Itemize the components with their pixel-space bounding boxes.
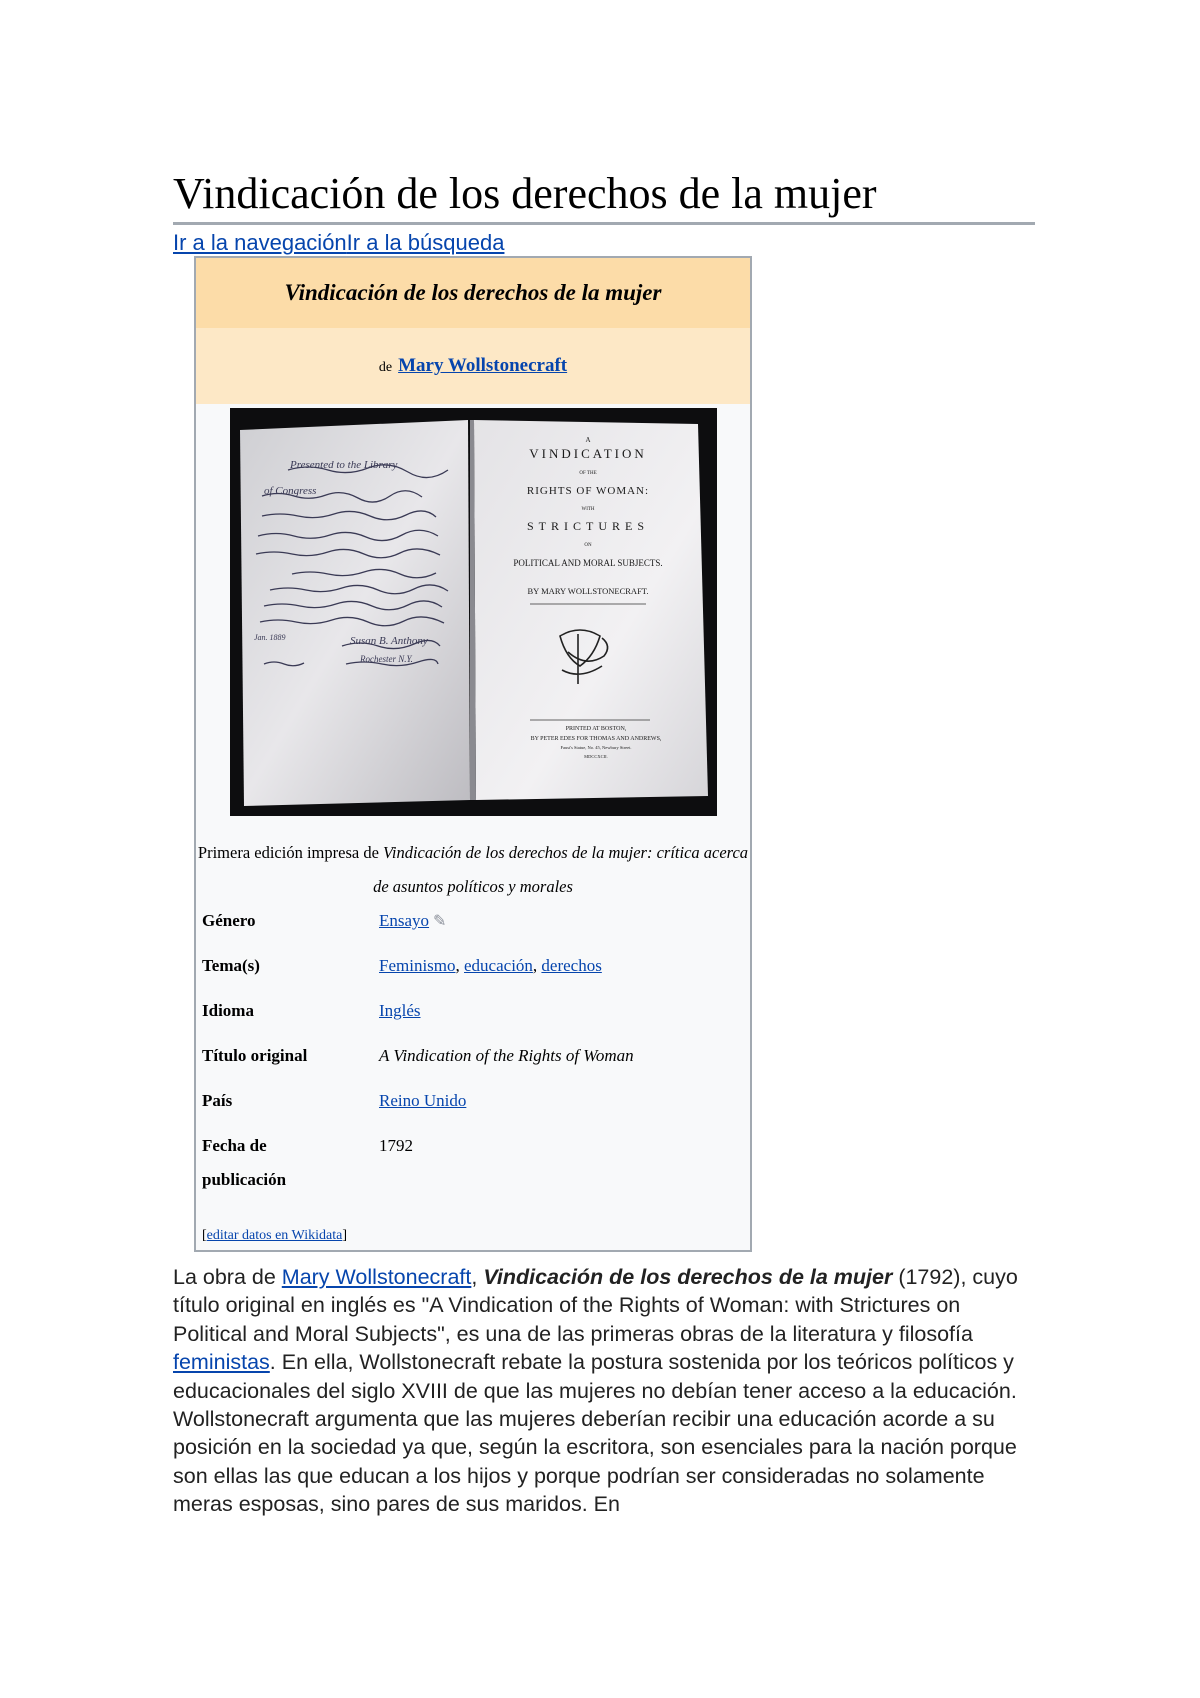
page-title: Vindicación de los derechos de la mujer (173, 168, 1035, 225)
row-country (202, 1084, 742, 1129)
bracket-open: [ (202, 1228, 207, 1243)
text-run: La obra de (173, 1265, 282, 1289)
inscription-signature: Susan B. Anthony (350, 635, 428, 647)
title-page-subjects: POLITICAL AND MORAL SUBJECTS. (513, 558, 663, 568)
topic-separator: , (455, 956, 465, 975)
title-page-vindication: VINDICATION (529, 446, 647, 461)
inscription-library: Presented to the Library (290, 459, 398, 471)
intro-paragraph (173, 1263, 1035, 1519)
row-value (379, 994, 739, 1028)
inscription-place: Rochester N.Y. (360, 654, 413, 664)
topic-link-feminism[interactable]: Feminismo (379, 956, 456, 975)
row-label: Tema(s) (202, 956, 260, 975)
infobox (194, 256, 752, 1252)
row-label: País (202, 1091, 233, 1110)
inscription-date: Jan. 1889 (254, 633, 286, 642)
title-page-of-the: OF THE (579, 471, 597, 476)
infobox-author (196, 328, 750, 404)
row-value: 1792 (379, 1136, 413, 1155)
title-page-a: A (585, 436, 591, 444)
row-label: Idioma (202, 1001, 254, 1020)
genre-link[interactable]: Ensayo (379, 911, 430, 930)
edit-wikidata-link[interactable]: editar datos en Wikidata (206, 1228, 343, 1243)
row-value (379, 1084, 739, 1118)
row-value (379, 904, 739, 939)
title-page-rights: RIGHTS OF WOMAN: (526, 485, 650, 497)
country-link[interactable]: Reino Unido (379, 1091, 467, 1110)
row-topics (202, 949, 742, 994)
language-link[interactable]: Inglés (379, 1001, 421, 1020)
inscription-congress: of Congress (264, 485, 317, 497)
original-title-value: A Vindication of the Rights of Woman (379, 1046, 634, 1065)
jump-to-navigation-link[interactable]: Ir a la navegación (173, 230, 347, 255)
title-page-address: Faust's Statue, No. 45, Newbury Street. (560, 745, 632, 750)
title-page-on: ON (584, 543, 592, 548)
topic-link-education[interactable]: educación (464, 956, 533, 975)
title-page-author: BY MARY WOLLSTONECRAFT. (527, 586, 649, 596)
infobox-title: Vindicación de los derechos de la mujer (196, 258, 750, 328)
work-title-inline: Vindicación de los derechos de la mujer (483, 1265, 893, 1289)
topic-link-rights[interactable]: derechos (541, 956, 602, 975)
author-prefix: de (378, 360, 393, 375)
jump-links (173, 229, 504, 257)
infobox-data-rows (202, 904, 742, 1209)
row-genre (202, 904, 742, 949)
caption-prefix: Primera edición impresa de (197, 843, 384, 862)
title-page-year: MDCCXCII. (584, 754, 608, 759)
bracket-close: ] (342, 1228, 347, 1243)
row-label (202, 1129, 352, 1197)
row-language (202, 994, 742, 1039)
row-value (379, 949, 739, 983)
caption-italic-title: Vindicación de los derechos de la mujer: crítica acerca de asuntos políticos y morales (373, 843, 749, 896)
book-title-page-image[interactable] (230, 408, 717, 816)
row-publication-date (202, 1129, 742, 1209)
infobox-image-caption (196, 836, 750, 904)
title-page-strictures: STRICTURES (526, 519, 650, 533)
author-link-inline[interactable]: Mary Wollstonecraft (281, 1265, 472, 1289)
text-run: (1792), cuyo título original en inglés es "A Vindication of the Rights of Woman: with Strictures on Political and Moral Subjects", es una de las primeras obras de la literatura y filosofía (173, 1265, 1018, 1346)
text-run: . En ella, Wollstonecraft rebate la postura sostenida por los teóricos políticos y educacionales del siglo XVIII de que las mujeres no debían tener acceso a la educación. Wollstonecraft argumenta que las mujeres deberían recibir una educación acorde a su posición en la sociedad ya que, según la escritora, son esenciales para la nación porque son ellas las que educan a los hijos y porque podrían ser consideradas no solamente meras esposas, sino pares de sus maridos. En (173, 1350, 1017, 1517)
edit-wikidata (202, 1226, 347, 1246)
row-label-line2: publicación (202, 1170, 287, 1189)
row-label-line1: Fecha de (202, 1136, 267, 1155)
title-page-printer: BY PETER EDES FOR THOMAS AND ANDREWS, (530, 736, 662, 742)
topic-separator: , (532, 956, 542, 975)
row-label: Título original (202, 1046, 308, 1065)
feminist-link[interactable]: feministas (173, 1350, 270, 1375)
row-value (379, 1039, 739, 1073)
text-run: , (471, 1265, 484, 1289)
pencil-icon[interactable]: ✎ (433, 913, 447, 930)
author-link[interactable]: Mary Wollstonecraft (398, 355, 568, 376)
jump-to-search-link[interactable]: Ir a la búsqueda (346, 230, 505, 255)
row-label: Género (202, 911, 256, 930)
title-page-with: WITH (581, 507, 595, 512)
title-page-printed: PRINTED AT BOSTON, (565, 726, 627, 732)
row-original-title (202, 1039, 742, 1084)
book-photo (230, 408, 717, 816)
